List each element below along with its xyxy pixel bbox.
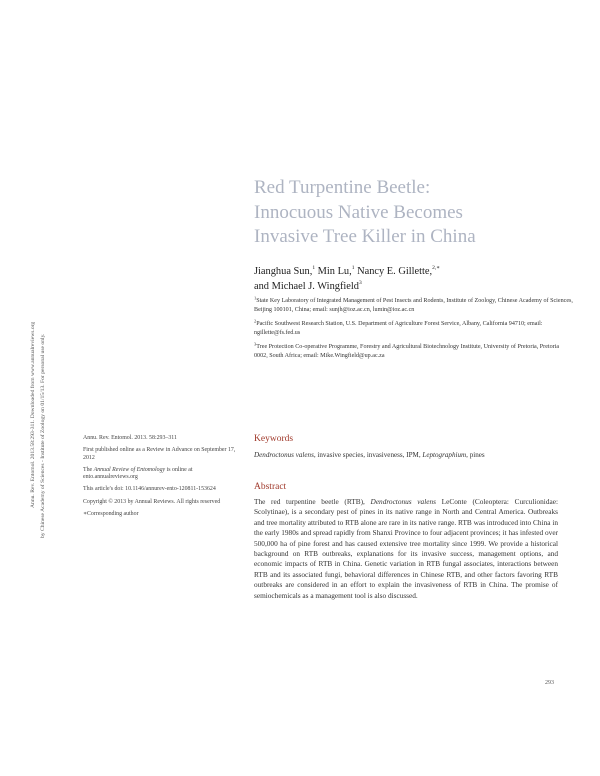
abstract-heading: Abstract (254, 482, 287, 492)
title-line-2: Innocuous Native Becomes (254, 201, 463, 223)
download-stamp-line-1: Annu. Rev. Entomol. 2013.58:293-311. Downloaded from www.annualreviews.org (30, 321, 36, 508)
author-affiliation-mark: 1 (351, 265, 355, 271)
journal-note (83, 467, 243, 482)
abstract-text: The red turpentine beetle (RTB), (254, 497, 371, 506)
author-affiliation-mark: 3 (359, 279, 362, 286)
author-name: Jianghua Sun, (254, 266, 313, 277)
author-list (254, 265, 574, 294)
corresponding-author-note: ∗Corresponding author (83, 510, 139, 517)
page-number: 293 (545, 680, 554, 686)
affiliation-text: Tree Protection Co-operative Programme, Forestry and Agricultural Biotechnology Institute, University of Pretoria, Pretoria 0002, South Africa; email: Mike.Wingfield@up.ac.za (254, 344, 560, 359)
title-line-1: Red Turpentine Beetle: (254, 177, 431, 198)
keywords-list (254, 451, 554, 461)
affiliation-item (254, 320, 574, 337)
keyword-text: , pines (466, 451, 485, 459)
abstract-text: LeConte (Coleoptera: Curculionidae: Scolytinae), is a secondary pest of pines in its native range in North and Central America. Outbreaks and tree mortality attributed to RTB alone are rare in its native range. RTB was introduced into China in the early 1980s and spread rapidly from Shanxi Province to four adjacent provinces; it has infested over 500,000 ha of pine forest and has caused extensive tree mortality since 1999. We provide a historical background on RTB outbreaks, explanations for its invasive success, management options, and economic impacts of RTB in China. Genetic variation in RTB fungal associates, interactions between RTB and its associated fungi, behavioral differences in Chinese RTB, and other factors favoring RTB outbreaks are considered in an effort to explain the invasiveness of RTB in China. The promise of semiochemicals as a management tool is also discussed. (254, 497, 558, 600)
abstract-body (254, 497, 558, 601)
journal-note-suffix: is online at ento.annualreviews.org (83, 466, 193, 481)
author-line-1 (254, 265, 574, 280)
affiliation-text: Pacific Southwest Research Station, U.S. Department of Agriculture Forest Service, Albany, California 94710; email: ngillette@fs.fed.us (254, 321, 543, 336)
article-title (254, 176, 574, 250)
citation: Annu. Rev. Entomol. 2013. 58:293–311 (83, 435, 177, 441)
keyword-genus: Leptographium (422, 451, 467, 459)
download-stamp-line-2: by Chinese Academy of Sciences - Institute of Zoology on 01/15/13. For personal use only. (40, 333, 46, 538)
author-affiliation-mark: 2,∗ (432, 265, 440, 271)
author-line-2 (254, 280, 574, 295)
author-name: and Michael J. Wingfield (254, 280, 360, 292)
abstract-species-name: Dendroctonus valens (370, 497, 436, 506)
title-line-3: Invasive Tree Killer in China (254, 226, 476, 247)
journal-name: Annual Review of Entomology (93, 466, 166, 473)
keywords-heading: Keywords (254, 434, 294, 444)
affiliation-text: State Key Laboratory of Integrated Management of Pest Insects and Rodents, Institute of Zoology, Chinese Academy of Sciences, Beijing 100101, China; email: sunjh@ioz.ac.cn, lumin@ioz.ac.cn (254, 298, 573, 313)
publication-date: First published online as a Review in Advance on September 17, 2012 (83, 447, 236, 461)
affiliation-mark: 2 (254, 318, 257, 324)
copyright: Copyright © 2013 by Annual Reviews. All rights reserved (83, 498, 221, 505)
keyword-text: , invasive species, invasiveness, IPM, (313, 451, 423, 459)
author-name: Nancy E. Gillette, (354, 266, 433, 277)
affiliation-item (254, 343, 574, 360)
affiliation-mark: 1 (254, 295, 257, 301)
doi: This article's doi: 10.1146/annurev-ento-120811-153624 (83, 486, 216, 493)
download-stamp (22, 258, 62, 538)
affiliation-item (254, 297, 574, 314)
author-affiliation-mark: 1 (312, 265, 316, 271)
keyword-species: Dendroctonus valens (254, 451, 314, 459)
author-name: Min Lu, (315, 266, 352, 277)
affiliations (254, 297, 574, 367)
article-info-sidebar (83, 435, 243, 523)
affiliation-mark: 3 (254, 341, 257, 347)
journal-note-prefix: The (83, 466, 94, 473)
